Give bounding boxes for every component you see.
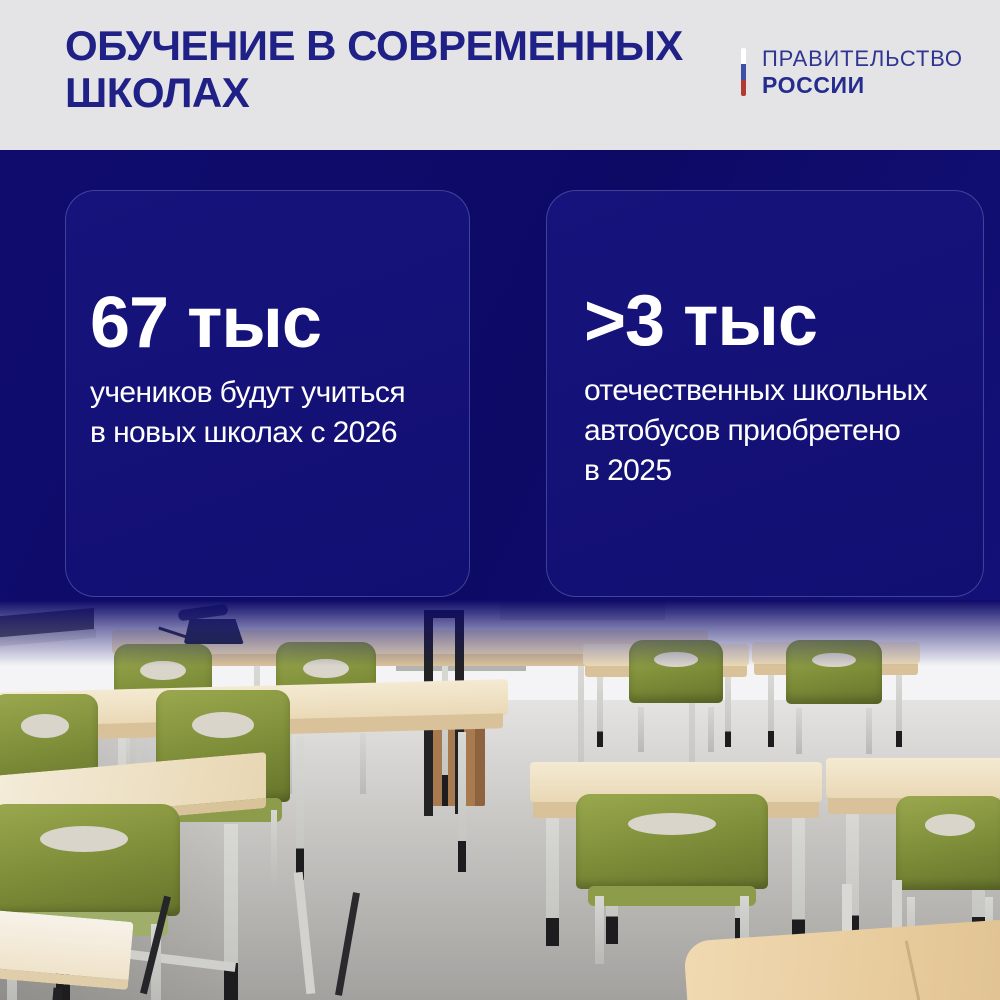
page-title <box>65 22 683 116</box>
wall-board <box>500 600 665 620</box>
desk-leg <box>224 824 238 1000</box>
stat-description-line: в новых школах с 2026 <box>90 416 397 449</box>
stat-description-line: в 2025 <box>584 454 672 487</box>
stat-description-line: отечественных школьных <box>584 374 928 407</box>
desk-leg <box>546 818 559 946</box>
chair-handle <box>654 652 697 667</box>
chair-leg <box>638 707 644 752</box>
chair-back <box>0 804 180 916</box>
chair-back <box>629 640 723 703</box>
stat-description <box>584 371 967 491</box>
chair-handle <box>192 712 254 738</box>
stat-value: >3 тыс <box>584 281 817 361</box>
desk-leg <box>896 675 902 747</box>
chair-back <box>786 640 882 704</box>
chair-handle <box>140 661 185 681</box>
chair-leg <box>796 708 802 754</box>
desk-top <box>0 910 134 990</box>
desk-leg <box>792 818 805 948</box>
logo-text-bottom: РОССИИ <box>762 72 865 98</box>
chair-leg <box>708 707 714 752</box>
desk-leg <box>597 677 603 747</box>
chair-leg <box>866 708 872 754</box>
desk-leg <box>296 736 304 880</box>
chair <box>786 640 882 754</box>
header <box>0 0 1000 150</box>
telephone-base <box>184 619 244 644</box>
stat-card-buses <box>546 190 984 597</box>
page-title-line1: ОБУЧЕНИЕ В СОВРЕМЕННЫХ <box>65 22 683 69</box>
stat-description-line: учеников будут учиться <box>90 376 405 409</box>
chair-leg <box>271 810 277 890</box>
telephone <box>178 602 248 644</box>
desk-top <box>826 758 1000 798</box>
chair-handle <box>40 826 128 852</box>
desk-leg <box>768 675 774 747</box>
stats-panel <box>0 150 1000 600</box>
desk <box>0 910 134 1000</box>
desk-leg <box>52 988 62 1000</box>
page-title-line2: ШКОЛАХ <box>65 69 250 116</box>
chair <box>629 640 723 752</box>
russian-flag-icon <box>741 48 746 96</box>
desk-leg <box>725 677 731 747</box>
logo-text-top: ПРАВИТЕЛЬСТВО <box>762 46 963 71</box>
desk-leg <box>458 732 466 872</box>
telephone-handset <box>177 604 228 622</box>
frame-bar <box>424 610 464 618</box>
classroom-photo <box>0 600 1000 1000</box>
flag-white-stripe <box>741 48 746 64</box>
chair-handle <box>628 813 716 835</box>
chair-back <box>576 794 768 889</box>
stat-description-line: автобусов приобретено <box>584 414 901 447</box>
chair-back <box>896 796 1000 890</box>
stat-description <box>90 373 451 453</box>
stat-value: 67 тыс <box>90 283 321 363</box>
flag-red-stripe <box>741 80 746 96</box>
stat-card-students <box>65 190 470 597</box>
chair-seat <box>588 886 757 906</box>
flag-blue-stripe <box>741 64 746 80</box>
chair-leg <box>595 896 604 964</box>
